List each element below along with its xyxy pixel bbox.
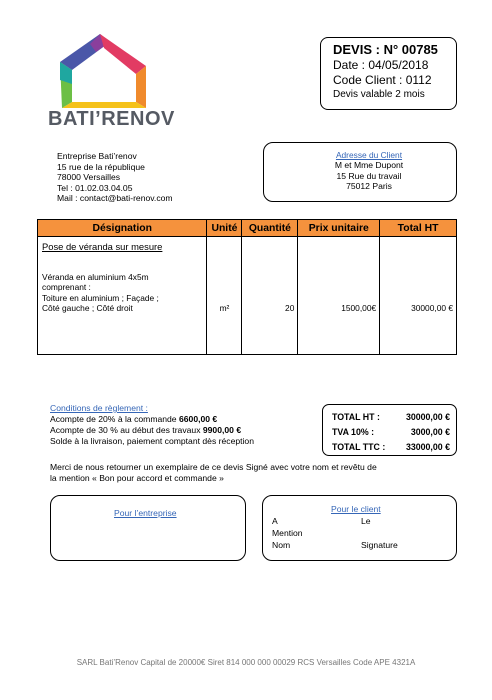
item-desc-line: Toiture en aluminium ; Façade ;	[42, 292, 159, 303]
devis-info-box	[320, 37, 457, 110]
total-ttc-label: TOTAL TTC :	[332, 442, 386, 452]
cell-total: 30000,00 €	[380, 237, 457, 355]
item-description	[42, 272, 206, 314]
devis-date: Date : 04/05/2018	[333, 58, 429, 72]
house-logo-icon	[52, 32, 158, 110]
table-header-row	[38, 220, 457, 237]
company-mail: Mail : contact@bati-renov.com	[57, 193, 173, 204]
header-unit-price: Prix unitaire	[298, 220, 380, 237]
deposit-1-text: Acompte de 20% à la commande	[50, 414, 179, 424]
balance-line: Solde à la livraison, paiement comptant dès réception	[50, 436, 254, 446]
return-instructions	[50, 462, 470, 484]
table-row	[38, 237, 457, 355]
total-ttc-row	[332, 440, 450, 455]
item-desc-line: Côté gauche ; Côté droit	[42, 303, 133, 314]
client-name: M et Mme Dupont	[334, 160, 404, 171]
item-desc-line: comprenant :	[42, 282, 91, 293]
item-title: Pose de véranda sur mesure	[42, 241, 163, 252]
sig-word-signature: Signature	[361, 540, 398, 550]
total-ht-row	[332, 410, 450, 425]
total-ttc-value: 33000,00 €	[405, 442, 450, 452]
client-street: 15 Rue du travail	[336, 170, 402, 181]
sig-word-le: Le	[361, 516, 371, 526]
total-ht-label: TOTAL HT :	[332, 412, 380, 422]
company-signature-box[interactable]	[50, 495, 246, 561]
header-quantity: Quantité	[242, 220, 298, 237]
legal-footer: SARL Bati’Renov Capital de 20000€ Siret 814 000 000 00029 RCS Versailles Code APE 4321A	[76, 658, 416, 667]
company-city: 78000 Versailles	[57, 172, 121, 183]
cell-designation	[38, 237, 207, 355]
return-instructions-line: la mention « Bon pour accord et commande »	[50, 473, 224, 483]
company-address	[57, 151, 173, 204]
quote-table	[37, 219, 457, 355]
company-logo-text: BATI’RENOV	[48, 108, 175, 130]
tva-value: 3000,00 €	[410, 427, 450, 437]
devis-client-code: Code Client : 0112	[333, 73, 432, 87]
deposit-2-amount: 9900,00 €	[202, 425, 242, 435]
deposit-line-1	[50, 414, 254, 425]
company-name: Entreprise Bati’renov	[57, 151, 137, 161]
header-designation: Désignation	[38, 220, 207, 237]
cell-unit-price: 1500,00€	[298, 237, 380, 355]
cell-quantity: 20	[242, 237, 298, 355]
company-signature-label: Pour l’entreprise	[114, 508, 177, 518]
client-address-box	[263, 142, 457, 202]
totals-box	[322, 404, 457, 456]
deposit-line-2	[50, 425, 254, 436]
devis-number: DEVIS : N° 00785	[333, 42, 438, 57]
tva-row	[332, 425, 450, 440]
client-signature-label: Pour le client	[331, 504, 381, 514]
total-ht-value: 30000,00 €	[405, 412, 450, 422]
client-signature-box[interactable]	[262, 495, 457, 561]
payment-conditions	[50, 403, 254, 447]
deposit-2-text: Acompte de 30 % au début des travaux	[50, 425, 203, 435]
company-tel: Tel : 01.02.03.04.05	[57, 182, 133, 193]
payment-conditions-label: Conditions de règlement :	[50, 403, 148, 413]
deposit-1-amount: 6600,00 €	[178, 414, 218, 424]
header-unit: Unité	[207, 220, 242, 237]
sig-word-a: A	[272, 516, 278, 526]
header-total: Total HT	[380, 220, 457, 237]
tva-label: TVA 10% :	[332, 427, 375, 437]
return-instructions-line: Merci de nous retourner un exemplaire de ce devis Signé avec votre nom et revêtu de	[50, 462, 377, 472]
client-city: 75012 Paris	[346, 181, 392, 192]
company-street: 15 rue de la république	[57, 161, 145, 172]
sig-word-nom: Nom	[272, 540, 291, 550]
sig-word-mention: Mention	[272, 528, 303, 538]
client-address-label: Adresse du Client	[335, 150, 403, 160]
devis-validity: Devis valable 2 mois	[333, 89, 425, 100]
cell-unit: m²	[207, 237, 242, 355]
item-desc-line: Véranda en aluminium 4x5m	[42, 272, 149, 282]
